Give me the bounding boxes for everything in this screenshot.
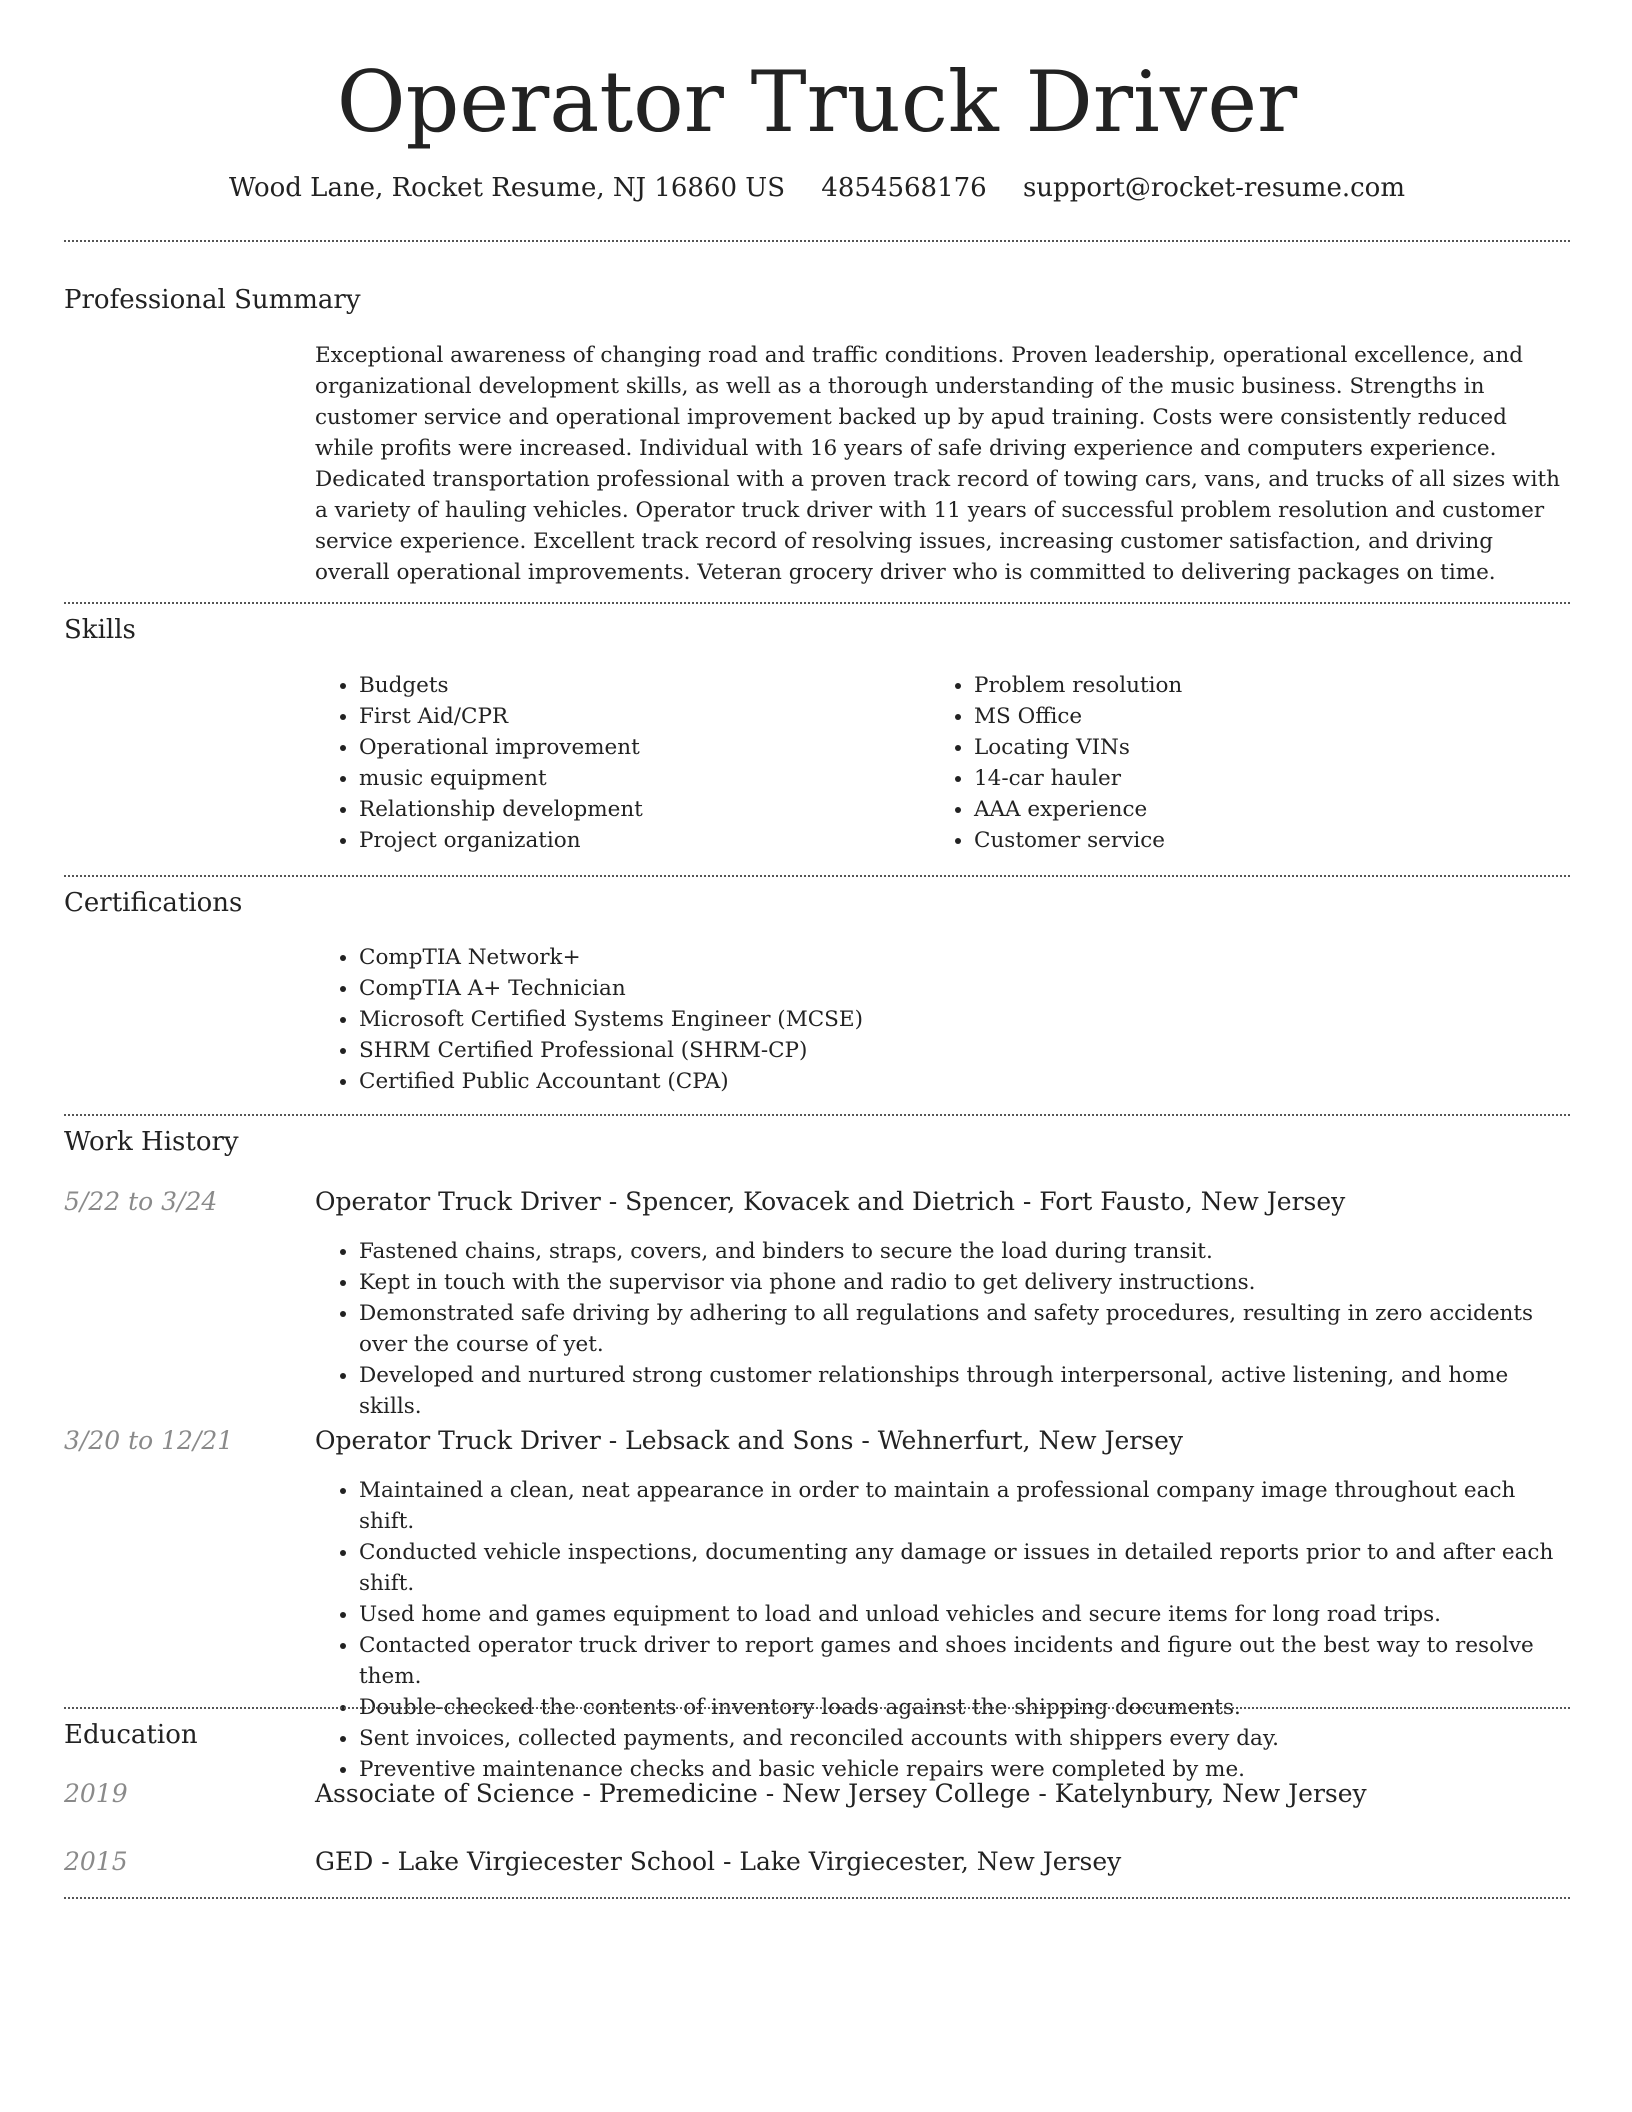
- list-item: • AAA experience: [974, 794, 1530, 825]
- list-item: • CompTIA Network+: [359, 942, 1515, 973]
- education-entry: GED - Lake Virgiecester School - Lake Virgiecester, New Jersey: [315, 1847, 1122, 1876]
- list-item: • Problem resolution: [974, 670, 1530, 701]
- list-item: • Locating VINs: [974, 732, 1530, 763]
- section-title-skills: Skills: [64, 615, 136, 645]
- skills-list-left: [315, 670, 915, 856]
- list-item: • Demonstrated safe driving by adhering to all regulations and safety procedures, resulting in zero accidents over the course of yet.: [359, 1298, 1565, 1360]
- list-item: • Used home and games equipment to load and unload vehicles and secure items for long road trips.: [359, 1599, 1565, 1630]
- list-item: • Conducted vehicle inspections, documenting any damage or issues in detailed reports prior to and after each shift.: [359, 1537, 1565, 1599]
- divider: [64, 875, 1570, 877]
- section-title-certifications: Certifications: [64, 888, 243, 918]
- skills-list-right: [930, 670, 1530, 856]
- list-item: • Developed and nurtured strong customer relationships through interpersonal, active listening, and home skills.: [359, 1360, 1565, 1422]
- education-year: 2019: [64, 1779, 128, 1808]
- candidate-name: Operator Truck Driver: [336, 53, 1298, 151]
- contact-address: Wood Lane, Rocket Resume, NJ 16860 US: [229, 173, 786, 203]
- list-item: • Project organization: [359, 825, 915, 856]
- divider: [64, 1897, 1570, 1899]
- list-item: • Certified Public Accountant (CPA): [359, 1066, 1515, 1097]
- section-title-work-history: Work History: [64, 1127, 239, 1157]
- section-title-summary: Professional Summary: [64, 285, 361, 315]
- list-item: • MS Office: [974, 701, 1530, 732]
- contact-email[interactable]: support@rocket-resume.com: [1022, 173, 1405, 203]
- list-item: • Sent invoices, collected payments, and reconciled accounts with shippers every day.: [359, 1723, 1565, 1754]
- list-item: • First Aid/CPR: [359, 701, 915, 732]
- job-bullets: [315, 1236, 1565, 1422]
- summary-text: Exceptional awareness of changing road and traffic conditions. Proven leadership, operational excellence, and organizational development skills, as well as a thorough understanding of the music business. Strengths in customer service and operational improvement backed up by apud training. Costs were consistently reduced while profits were increased. Individual with 16 years of safe driving experience and computers experience. Dedicated transportation professional with a proven track record of towing cars, vans, and trucks of all sizes with a variety of hauling vehicles. Operator truck driver with 11 years of successful problem resolution and customer service experience. Excellent track record of resolving issues, increasing customer satisfaction, and driving overall operational improvements. Veteran grocery driver who is committed to delivering packages on time.: [315, 343, 1560, 585]
- list-item: • Microsoft Certified Systems Engineer (MCSE): [359, 1004, 1515, 1035]
- contact-phone[interactable]: 4854568176: [821, 173, 987, 203]
- list-item: • Double-checked the contents of inventory loads against the shipping documents.: [359, 1692, 1565, 1723]
- list-item: • Relationship development: [359, 794, 915, 825]
- list-item: • Operational improvement: [359, 732, 915, 763]
- list-item: • Maintained a clean, neat appearance in order to maintain a professional company image throughout each shift.: [359, 1475, 1565, 1537]
- job-heading: Operator Truck Driver - Spencer, Kovacek and Dietrich - Fort Fausto, New Jersey: [315, 1187, 1346, 1216]
- job-heading: Operator Truck Driver - Lebsack and Sons - Wehnerfurt, New Jersey: [315, 1426, 1183, 1455]
- job-dates: 3/20 to 12/21: [64, 1426, 234, 1455]
- divider: [64, 1114, 1570, 1116]
- list-item: • 14-car hauler: [974, 763, 1530, 794]
- list-item: • Budgets: [359, 670, 915, 701]
- list-item: • Kept in touch with the supervisor via phone and radio to get delivery instructions.: [359, 1267, 1565, 1298]
- job-bullets: [315, 1475, 1565, 1785]
- education-year: 2015: [64, 1847, 128, 1876]
- education-entry: Associate of Science - Premedicine - New Jersey College - Katelynbury, New Jersey: [315, 1779, 1367, 1808]
- section-title-education: Education: [64, 1720, 198, 1750]
- list-item: • Customer service: [974, 825, 1530, 856]
- certifications-list: [315, 942, 1515, 1097]
- contact-line: [64, 170, 1570, 206]
- list-item: • Preventive maintenance checks and basic vehicle repairs were completed by me.: [359, 1754, 1565, 1785]
- list-item: • music equipment: [359, 763, 915, 794]
- list-item: • SHRM Certified Professional (SHRM-CP): [359, 1035, 1515, 1066]
- divider: [64, 1707, 1570, 1709]
- list-item: • CompTIA A+ Technician: [359, 973, 1515, 1004]
- list-item: • Contacted operator truck driver to report games and shoes incidents and figure out the best way to resolve them.: [359, 1630, 1565, 1692]
- job-dates: 5/22 to 3/24: [64, 1187, 218, 1216]
- divider: [64, 240, 1570, 242]
- divider: [64, 602, 1570, 604]
- list-item: • Fastened chains, straps, covers, and binders to secure the load during transit.: [359, 1236, 1565, 1267]
